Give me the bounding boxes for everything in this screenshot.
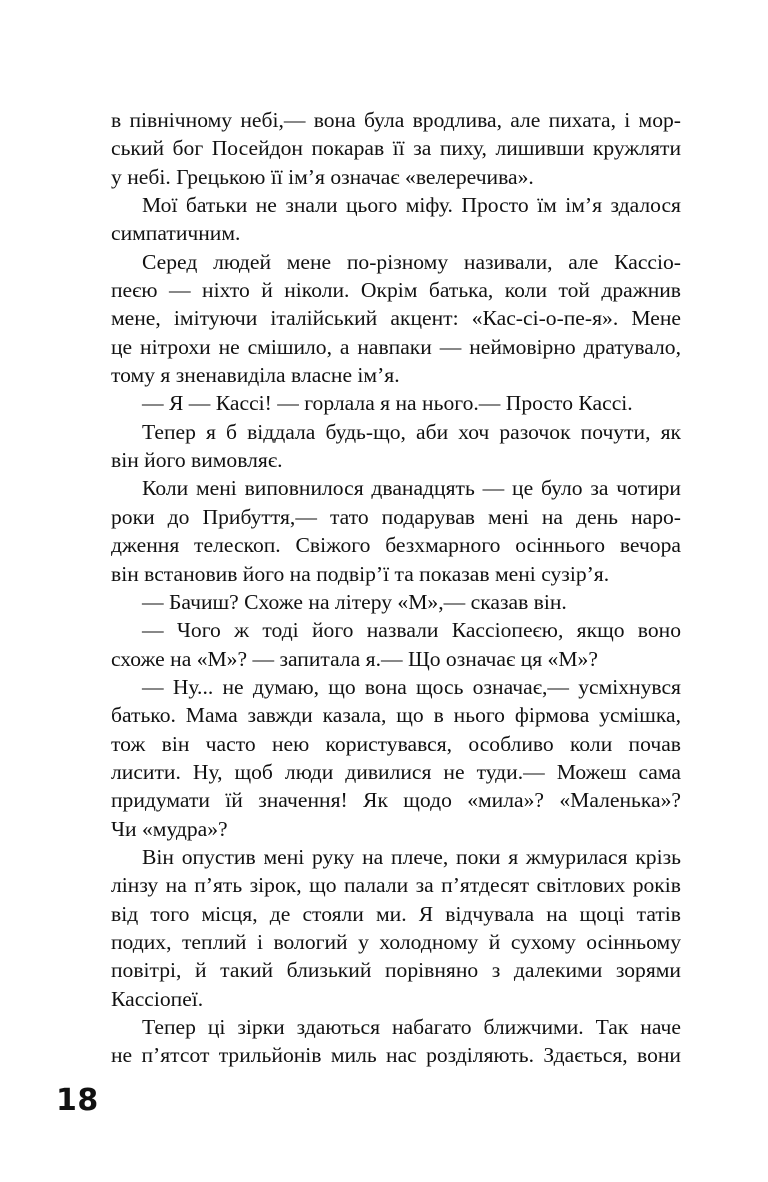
text-line: Тепер я б віддала будь-що, аби хоч разочок почути, як [142,419,681,444]
text-line: — Я — Кассі! — горлала я на нього.— Просто Кассі. [142,391,633,416]
text-line: ський бог Посейдон покарав її за пиху, лишивши кружляти [111,136,681,161]
text-line: лисити. Ну, щоб люди дивилися не туди.— Можеш сама [111,759,681,784]
text-line: тож він часто нею користувався, особливо коли почав [111,731,681,756]
text-line: пеєю — ніхто й ніколи. Окрім батька, коли той дражнив [111,278,681,303]
text-line: Мої батьки не знали цього міфу. Просто їм ім’я здалося [142,193,681,218]
text-line: він встановив його на подвір’ї та показав мені сузір’я. [111,561,610,586]
text-line: Коли мені виповнилося дванадцять — це було за чотири [142,476,681,501]
text-line: Чи «мудра»? [111,816,228,841]
body-text [111,106,681,1070]
text-line: в північному небі,— вона була вродлива, але пихата, і мор- [111,108,681,132]
text-line: роки до Прибуття,— тато подарував мені на день наро- [111,504,681,529]
text-line: — Бачиш? Схоже на літеру «М»,— сказав він. [142,589,567,614]
text-line: симпатичним. [111,221,241,246]
text-line: — Ну... не думаю, що вона щось означає,— усміхнувся [142,674,681,699]
text-line: лінзу на п’ять зірок, що палали за п’ятдесят світлових років [111,873,681,898]
text-line: Він опустив мені руку на плече, поки я жмурилася крізь [142,844,681,869]
text-line: він його вимовляє. [111,448,283,473]
page-number: 18 [56,1083,99,1118]
text-line: Тепер ці зірки здаються набагато ближчими. Так наче [142,1015,681,1039]
text-line: батько. Мама завжди казала, що в нього фірмова усмішка, [111,703,681,728]
text-line: мене, імітуючи італійський акцент: «Кас-сі-о-пе-я». Мене [111,306,681,331]
text-line: повітрі, й такий близький порівняно з далекими зорями [111,958,681,983]
text-line: Серед людей мене по-різному називали, але Кассіо- [142,249,681,274]
text-line: Кассіопеї. [111,986,204,1011]
text-line: тому я зненавиділа власне ім’я. [111,363,400,388]
text-line: це нітрохи не смішило, а навпаки — неймовірно дратувало, [111,334,681,359]
text-line: подих, теплий і вологий у холодному й сухому осінньому [111,929,681,954]
text-line: не п’ятсот трильйонів миль нас розділяють. Здається, вони [111,1043,681,1068]
text-line: від того місця, де стояли ми. Я відчувала на щоці татів [111,901,681,926]
text-line: у небі. Грецькою її ім’я означає «велеречива». [111,164,534,189]
text-line: схоже на «М»? — запитала я.— Що означає ця «М»? [111,646,598,671]
text-line: дження телескоп. Свіжого безхмарного осіннього вечора [111,533,681,558]
text-line: — Чого ж тоді його назвали Кассіопеєю, якщо воно [142,618,681,643]
text-line: придумати їй значення! Як щодо «мила»? «Маленька»? [111,788,681,813]
